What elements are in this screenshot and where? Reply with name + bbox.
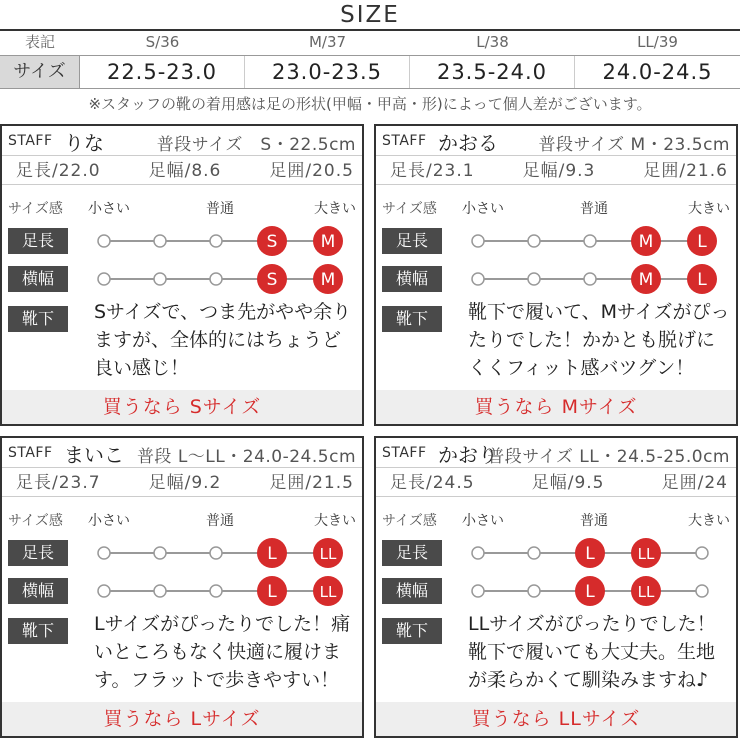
size-feel-label: サイズ感	[382, 201, 437, 217]
width-scale	[468, 574, 728, 608]
scale-normal-label: 普通	[206, 201, 234, 217]
scale-small-label: 小さい	[88, 513, 130, 529]
size-range-cell: 23.0-23.5	[245, 56, 410, 88]
staff-card	[0, 124, 364, 426]
width-badge: 横幅	[382, 578, 442, 604]
scale-mark-label: S	[266, 232, 278, 252]
scale-dot	[98, 585, 110, 597]
size-col-label: L/38	[476, 33, 509, 51]
foot-length: 足長/23.1	[390, 161, 475, 181]
staff-comment: Sサイズで、つま先がやや余りますが、全体的にはちょうど良い感じ！	[94, 301, 352, 379]
length-badge: 足長	[8, 540, 68, 566]
scale-small-label: 小さい	[462, 201, 504, 217]
foot-measurements	[376, 157, 736, 185]
foot-length: 足長/24.5	[390, 473, 475, 493]
staff-comment: LLサイズがぴったりでした！靴下で履いても大丈夫。生地が柔らかくて馴染みますね♪	[468, 613, 716, 691]
buy-recommendation: 買うなら Lサイズ	[2, 702, 362, 736]
scale-dot	[472, 273, 484, 285]
staff-label: STAFF	[8, 445, 53, 461]
scale-normal-label: 普通	[206, 513, 234, 529]
foot-girth: 足囲/20.5	[269, 161, 354, 181]
usual-size: 普段 L〜LL・24.0-24.5cm	[136, 447, 356, 467]
size-feel-label: サイズ感	[8, 201, 63, 217]
staff-label: STAFF	[382, 445, 427, 461]
staff-card	[0, 436, 364, 738]
staff-header	[376, 438, 736, 468]
scale-dot	[154, 585, 166, 597]
scale-dot	[98, 235, 110, 247]
staff-name: かおる	[438, 131, 498, 155]
scale-dot	[210, 273, 222, 285]
scale-dot	[696, 547, 708, 559]
foot-length: 足長/23.7	[16, 473, 101, 493]
scale-dot	[584, 273, 596, 285]
foot-width: 足幅/8.6	[148, 161, 222, 181]
staff-card	[374, 124, 738, 426]
size-range-cell: 22.5-23.0	[80, 56, 245, 88]
size-col-label: LL/39	[637, 33, 678, 51]
staff-header	[376, 126, 736, 156]
scale-dot	[528, 585, 540, 597]
size-table-head-label: 表記	[24, 33, 55, 51]
scale-dot	[472, 547, 484, 559]
foot-width: 足幅/9.3	[522, 161, 596, 181]
scale-mark-label: L	[267, 582, 277, 602]
scale-mark-label: M	[638, 270, 654, 290]
staff-label: STAFF	[382, 133, 427, 149]
buy-recommendation: 買うなら Sサイズ	[2, 390, 362, 424]
scale-small-label: 小さい	[462, 513, 504, 529]
length-scale	[94, 536, 354, 570]
scale-large-label: 大きい	[688, 513, 730, 529]
foot-width: 足幅/9.2	[148, 473, 222, 493]
scale-mark-label: M	[320, 232, 336, 252]
socks-badge: 靴下	[382, 618, 442, 644]
socks-badge: 靴下	[8, 618, 68, 644]
staff-name: かおり	[438, 443, 498, 467]
scale-normal-label: 普通	[580, 201, 608, 217]
foot-girth: 足囲/21.6	[643, 161, 728, 181]
scale-dot	[210, 585, 222, 597]
length-badge: 足長	[382, 228, 442, 254]
scale-mark-label: L	[267, 544, 277, 564]
scale-large-label: 大きい	[688, 201, 730, 217]
foot-girth: 足囲/21.5	[269, 473, 354, 493]
scale-small-label: 小さい	[88, 201, 130, 217]
scale-mark-label: M	[638, 232, 654, 252]
scale-mark-label: LL	[637, 583, 655, 601]
staff-name: まいこ	[64, 443, 124, 467]
foot-width: 足幅/9.5	[531, 473, 605, 493]
scale-dot	[154, 235, 166, 247]
staff-comment: 靴下で履いて、Mサイズがぴったりでした！かかとも脱げにくくフィット感バツグン！	[468, 301, 730, 379]
width-badge: 横幅	[8, 266, 68, 292]
size-row-label: サイズ	[0, 56, 80, 88]
socks-badge: 靴下	[382, 306, 442, 332]
scale-mark-label: L	[697, 270, 707, 290]
width-scale	[468, 262, 728, 296]
page-title: SIZE	[340, 2, 400, 28]
length-scale	[468, 224, 728, 258]
scale-mark-label: S	[266, 270, 278, 290]
size-feel-label: サイズ感	[382, 513, 437, 529]
foot-length: 足長/22.0	[16, 161, 101, 181]
scale-dot	[584, 235, 596, 247]
scale-dot	[472, 235, 484, 247]
foot-measurements	[2, 157, 362, 185]
scale-mark-label: LL	[319, 545, 337, 563]
scale-dot	[210, 547, 222, 559]
fit-note: ※スタッフの靴の着用感は足の形状(甲幅・甲高・形)によって個人差がございます。	[88, 95, 652, 113]
buy-recommendation: 買うなら LLサイズ	[376, 702, 736, 736]
size-table-header-row	[0, 31, 740, 53]
size-feel-label: サイズ感	[8, 513, 63, 529]
scale-dot	[98, 273, 110, 285]
scale-dot	[154, 547, 166, 559]
size-range-cell: 23.5-24.0	[410, 56, 575, 88]
size-col-label: S/36	[145, 33, 180, 51]
length-scale	[468, 536, 728, 570]
staff-label: STAFF	[8, 133, 53, 149]
size-range-cell: 24.0-24.5	[602, 60, 713, 84]
scale-mark-label: L	[585, 544, 595, 564]
usual-size: 普段サイズ M・23.5cm	[538, 135, 730, 155]
scale-dot	[696, 585, 708, 597]
scale-dot	[472, 585, 484, 597]
length-scale	[94, 224, 354, 258]
scale-large-label: 大きい	[314, 513, 356, 529]
size-table-size-row	[0, 55, 740, 89]
scale-dot	[528, 235, 540, 247]
scale-dot	[98, 547, 110, 559]
socks-badge: 靴下	[8, 306, 68, 332]
staff-comment: Lサイズがぴったりでした！痛いところもなく快適に履けます。フラットで歩きやすい！	[94, 613, 351, 691]
scale-mark-label: M	[320, 270, 336, 290]
scale-normal-label: 普通	[580, 513, 608, 529]
foot-measurements	[2, 469, 362, 497]
staff-name: りな	[64, 131, 104, 155]
size-col-label: M/37	[308, 33, 347, 51]
foot-girth: 足囲/24	[661, 473, 728, 493]
staff-header	[2, 126, 362, 156]
width-scale	[94, 262, 354, 296]
scale-large-label: 大きい	[314, 201, 356, 217]
scale-dot	[528, 273, 540, 285]
staff-header	[2, 438, 362, 468]
scale-mark-label: L	[585, 582, 595, 602]
length-badge: 足長	[382, 540, 442, 566]
usual-size: 普段サイズ LL・24.5-25.0cm	[487, 447, 730, 467]
scale-dot	[154, 273, 166, 285]
scale-mark-label: L	[697, 232, 707, 252]
scale-mark-label: LL	[319, 583, 337, 601]
width-badge: 横幅	[8, 578, 68, 604]
staff-card	[374, 436, 738, 738]
scale-dot	[210, 235, 222, 247]
length-badge: 足長	[8, 228, 68, 254]
scale-dot	[528, 547, 540, 559]
foot-measurements	[376, 469, 736, 497]
width-badge: 横幅	[382, 266, 442, 292]
scale-mark-label: LL	[637, 545, 655, 563]
width-scale	[94, 574, 354, 608]
buy-recommendation: 買うなら Mサイズ	[376, 390, 736, 424]
usual-size: 普段サイズ S・22.5cm	[156, 135, 356, 155]
